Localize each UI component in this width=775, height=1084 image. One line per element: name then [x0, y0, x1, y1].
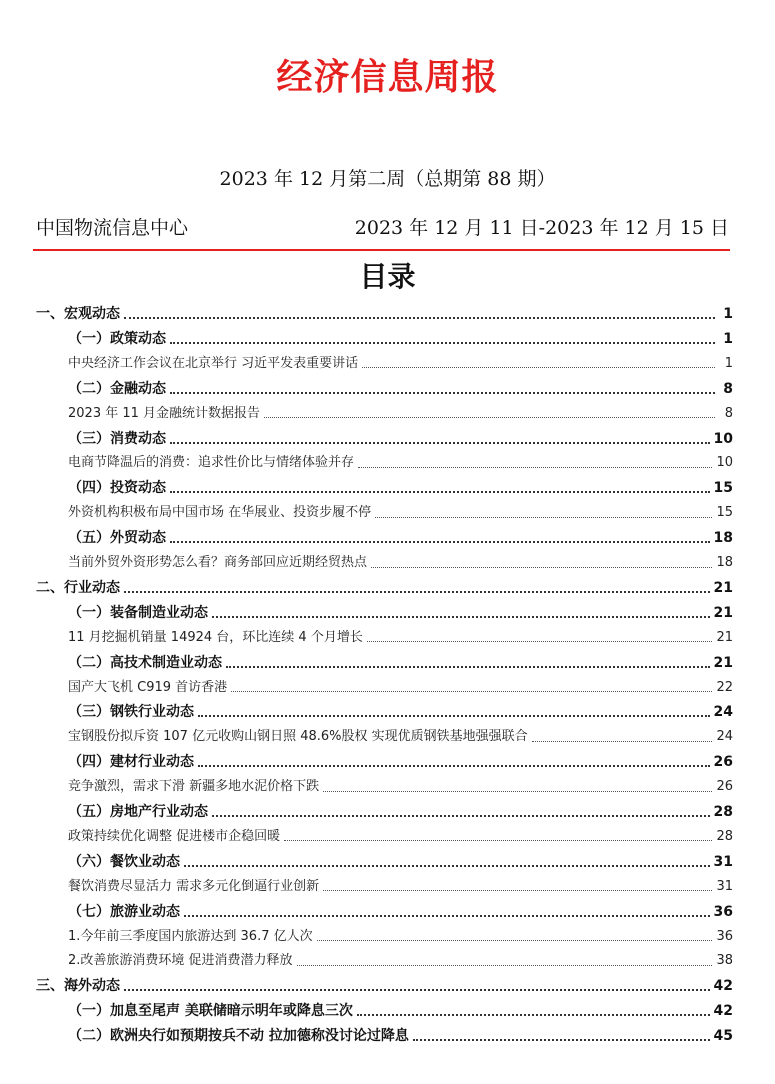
toc-page-number: 42 [713, 978, 733, 995]
toc-entry-title: 竞争激烈，需求下滑 新疆多地水泥价格下跌 [68, 779, 320, 795]
toc-article[interactable] [68, 352, 733, 376]
toc-entry-title: 11 月挖掘机销量 14924 台，环比连续 4 个月增长 [68, 629, 363, 645]
toc-heading: 目录 [359, 260, 416, 293]
toc-entry-title: （一）装备制造业动态 [68, 604, 208, 621]
toc-entry-title: （二）金融动态 [68, 380, 166, 397]
toc-article[interactable] [68, 949, 733, 973]
toc-page-number: 31 [713, 853, 733, 870]
toc-article[interactable] [68, 676, 733, 700]
toc-section[interactable] [36, 974, 733, 998]
toc-subsection[interactable] [68, 800, 733, 824]
toc-page-number: 21 [716, 629, 733, 645]
toc-entry-title: （五）外贸动态 [68, 530, 166, 547]
toc-subsection[interactable] [68, 750, 733, 774]
toc-entry-title: 2.改善旅游消费环境 促进消费潜力释放 [68, 953, 293, 969]
toc-entry-title: （一）政策动态 [68, 330, 166, 347]
toc-article[interactable] [68, 875, 733, 899]
toc-page-number: 15 [716, 505, 733, 521]
toc-page-number: 28 [713, 804, 733, 820]
dot-leader [362, 367, 715, 368]
toc-page-number: 18 [713, 530, 733, 547]
dot-leader [170, 541, 710, 543]
toc-page-number: 24 [713, 704, 733, 721]
toc-subsection[interactable] [68, 427, 733, 451]
toc-subsection[interactable] [68, 900, 733, 924]
dot-leader [323, 890, 712, 891]
toc-subsection[interactable] [68, 601, 733, 625]
toc-subsection[interactable] [68, 476, 733, 500]
dot-leader [323, 791, 712, 792]
toc-article[interactable] [68, 775, 733, 799]
toc-entry-title: 中央经济工作会议在北京举行 习近平发表重要讲话 [68, 355, 359, 371]
toc-page-number: 26 [716, 779, 733, 795]
toc-entry-title: 2023 年 11 月金融统计数据报告 [68, 405, 261, 421]
toc-page-number: 10 [716, 455, 733, 471]
toc-page-number: 26 [713, 754, 733, 771]
toc-page-number: 36 [713, 903, 733, 920]
toc-entry-title: 餐饮消费尽显活力 需求多元化倒逼行业创新 [68, 878, 320, 894]
toc-page-number: 18 [716, 555, 733, 570]
toc-article[interactable] [68, 626, 733, 650]
dot-leader [212, 815, 710, 817]
toc-section[interactable] [36, 576, 733, 600]
toc-page-number: 24 [716, 729, 733, 745]
dot-leader [357, 1014, 710, 1016]
toc-article[interactable] [68, 725, 733, 749]
dot-leader [170, 491, 710, 493]
dot-leader [170, 392, 715, 394]
dot-leader [367, 641, 713, 642]
toc-article[interactable] [68, 551, 733, 575]
dot-leader [413, 1039, 710, 1041]
toc-article[interactable] [68, 402, 733, 426]
dot-leader [284, 840, 712, 841]
toc-entry-title: （六）餐饮业动态 [68, 853, 180, 870]
toc-entry-title: （三）消费动态 [68, 430, 166, 447]
toc-page-number: 21 [713, 579, 733, 596]
toc-entry-title: （三）钢铁行业动态 [68, 704, 194, 721]
dot-leader [124, 989, 710, 991]
header-divider [33, 249, 730, 251]
toc-subsection[interactable] [68, 700, 733, 724]
toc-page-number: 1 [723, 306, 733, 322]
dot-leader [212, 616, 710, 618]
toc-entry-title: （四）建材行业动态 [68, 754, 194, 771]
toc-page-number: 15 [713, 480, 733, 497]
dot-leader [184, 865, 710, 867]
dot-leader [297, 965, 713, 966]
toc-entry-title: （四）投资动态 [68, 480, 166, 497]
toc-article[interactable] [68, 501, 733, 525]
dot-leader [375, 517, 712, 518]
dot-leader [231, 691, 712, 692]
toc-entry-title: （二）高技术制造业动态 [68, 654, 222, 671]
toc-subsection[interactable] [68, 850, 733, 874]
toc-entry-title: 一、宏观动态 [36, 306, 120, 322]
toc-article[interactable] [68, 925, 733, 949]
toc-subsection[interactable] [68, 377, 733, 401]
toc-page-number: 45 [713, 1028, 733, 1045]
dot-leader [532, 741, 713, 742]
toc-entry-title: 宝钢股份拟斥资 107 亿元收购山钢日照 48.6%股权 实现优质钢铁基地强强联合 [68, 729, 528, 745]
toc-entry-title: 电商节降温后的消费：追求性价比与情绪体验并存 [68, 455, 355, 471]
toc-section[interactable] [36, 302, 733, 326]
toc-page-number: 8 [723, 380, 733, 397]
toc-entry-title: 三、海外动态 [36, 978, 120, 995]
toc-page-number: 8 [724, 405, 733, 421]
dot-leader [170, 442, 710, 444]
toc-page-number: 22 [716, 679, 733, 695]
dot-leader [184, 915, 710, 917]
dot-leader [264, 417, 715, 418]
date-range: 2023 年 12 月 11 日-2023 年 12 月 15 日 [354, 217, 729, 239]
toc-entry-title: 国产大飞机 C919 首访香港 [68, 679, 228, 695]
toc-entry-title: 政策持续优化调整 促进楼市企稳回暖 [68, 828, 281, 844]
dot-leader [317, 940, 713, 941]
organization-name: 中国物流信息中心 [36, 217, 189, 239]
toc-subsection[interactable] [68, 1024, 733, 1048]
toc-page-number: 28 [716, 828, 733, 844]
toc-page-number: 36 [716, 928, 733, 944]
toc-page-number: 31 [716, 878, 733, 894]
dot-leader [170, 342, 715, 344]
toc-entry-title: （一）加息至尾声 美联储暗示明年或降息三次 [68, 1003, 353, 1020]
toc-article[interactable] [68, 451, 733, 475]
toc-entry-title: （二）欧洲央行如预期按兵不动 拉加德称没讨论过降息 [68, 1028, 409, 1045]
toc-entry-title: （七）旅游业动态 [68, 903, 180, 920]
dot-leader [358, 467, 712, 468]
toc-page-number: 10 [713, 430, 733, 447]
toc-article[interactable] [68, 825, 733, 849]
dot-leader [198, 715, 710, 717]
toc-page-number: 1 [724, 355, 733, 371]
toc-page-number: 1 [723, 330, 733, 347]
dot-leader [226, 666, 710, 668]
dot-leader [371, 567, 712, 568]
dot-leader [124, 317, 715, 319]
toc-page-number: 21 [713, 604, 733, 621]
toc-page-number: 42 [713, 1003, 733, 1020]
toc-page-number: 38 [716, 953, 733, 969]
toc-page-number: 21 [713, 654, 733, 671]
toc-subsection[interactable] [68, 651, 733, 675]
dot-leader [198, 765, 710, 767]
toc-entry-title: （五）房地产行业动态 [68, 804, 208, 820]
issue-line: 2023 年 12 月第二周（总期第 88 期） [219, 168, 556, 190]
toc-entry-title: 当前外贸外资形势怎么看？商务部回应近期经贸热点 [68, 555, 368, 570]
toc-entry-title: 二、行业动态 [36, 579, 120, 596]
toc-entry-title: 1.今年前三季度国内旅游达到 36.7 亿人次 [68, 928, 313, 944]
toc-subsection[interactable] [68, 999, 733, 1023]
report-title: 经济信息周报 [276, 57, 499, 98]
toc-subsection[interactable] [68, 327, 733, 351]
dot-leader [124, 591, 710, 593]
toc-subsection[interactable] [68, 526, 733, 550]
toc-entry-title: 外资机构积极布局中国市场 在华展业、投资步履不停 [68, 505, 372, 521]
